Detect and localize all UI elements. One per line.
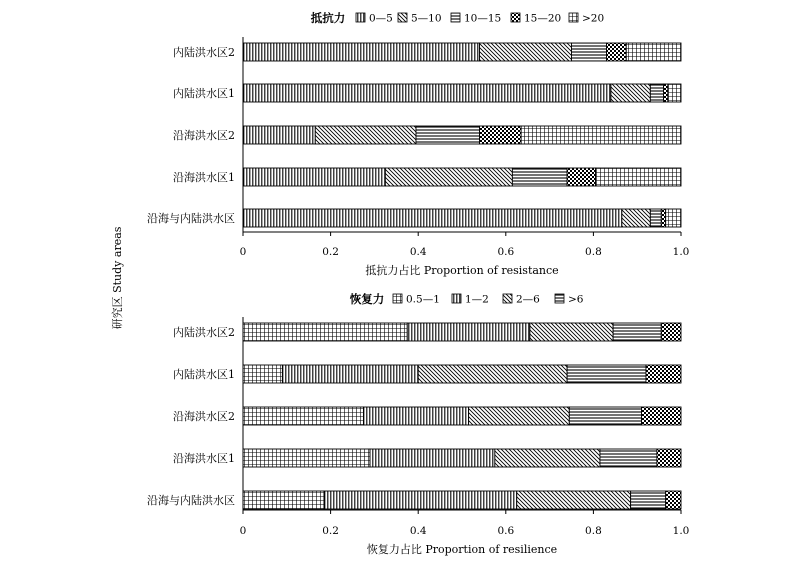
bar-segment — [243, 168, 385, 186]
x-tick-label: 1.0 — [672, 246, 690, 258]
legend-swatch — [393, 294, 402, 303]
bar-segment — [631, 491, 666, 509]
bar-segment — [418, 365, 567, 383]
legend-swatch — [569, 13, 578, 22]
bar-segment — [324, 491, 517, 509]
resilience-panel — [147, 292, 689, 556]
x-tick-label: 0.8 — [585, 525, 602, 537]
bar-segment — [650, 84, 663, 102]
bar-segment — [243, 209, 622, 227]
bar-segment — [596, 168, 681, 186]
bar-segment — [243, 323, 407, 341]
legend-entry: 5—10 — [411, 12, 442, 25]
bar-segment — [666, 491, 681, 509]
bar-segment — [315, 126, 416, 144]
bar-segment — [243, 449, 370, 467]
bar-segment — [567, 365, 646, 383]
bar-segment — [613, 323, 661, 341]
x-tick-label: 0.2 — [322, 246, 339, 258]
bar-segment — [517, 491, 631, 509]
legend-entry: 1—2 — [465, 293, 489, 306]
bar-segment — [657, 449, 681, 467]
x-tick-label: 0.8 — [585, 246, 602, 258]
legend-entry: 10—15 — [464, 12, 502, 25]
bar-segment — [663, 84, 667, 102]
x-axis-label: 恢复力占比 Proportion of resilience — [366, 543, 558, 556]
x-axis-label: 抵抗力占比 Proportion of resistance — [365, 264, 559, 277]
bar-segment — [626, 43, 681, 61]
x-tick-label: 0 — [239, 525, 247, 537]
bar-segment — [646, 365, 681, 383]
bar-segment — [611, 84, 650, 102]
category-label: 沿海洪水区1 — [173, 171, 235, 184]
x-tick-label: 0.4 — [409, 246, 427, 258]
x-tick-label: 1.0 — [672, 525, 690, 537]
legend-entry: 15—20 — [524, 12, 562, 25]
bar-segment — [495, 449, 600, 467]
bar-segment — [650, 209, 661, 227]
category-label: 沿海洪水区1 — [173, 452, 235, 465]
legend-swatch — [503, 294, 512, 303]
bar-segment — [607, 43, 627, 61]
legend-entry: 2—6 — [516, 293, 540, 306]
category-label: 沿海洪水区2 — [173, 410, 235, 423]
bar-segment — [243, 491, 324, 509]
bar-segment — [512, 168, 567, 186]
bar-segment — [243, 407, 363, 425]
x-tick-label: 0.4 — [409, 525, 427, 537]
legend-swatch — [398, 13, 407, 22]
bar-segment — [363, 407, 468, 425]
category-label: 沿海与内陆洪水区 — [147, 494, 235, 507]
bar-segment — [243, 84, 611, 102]
bar-segment — [243, 365, 282, 383]
x-tick-label: 0 — [239, 246, 247, 258]
bar-segment — [666, 209, 681, 227]
category-label: 内陆洪水区2 — [173, 46, 235, 59]
category-label: 内陆洪水区1 — [173, 87, 235, 100]
category-label: 沿海洪水区2 — [173, 129, 235, 142]
bar-segment — [469, 407, 570, 425]
bar-segment — [480, 126, 522, 144]
legend-swatch — [356, 13, 365, 22]
bar-segment — [572, 43, 607, 61]
x-tick-label: 0.6 — [497, 246, 515, 258]
legend-entry: 0—5 — [369, 12, 393, 25]
bar-segment — [530, 323, 613, 341]
bar-segment — [243, 126, 315, 144]
bar-segment — [407, 323, 530, 341]
bar-segment — [416, 126, 480, 144]
y-axis-label: 研究区 Study areas — [111, 226, 124, 330]
legend-swatch — [451, 13, 460, 22]
bar-segment — [480, 43, 572, 61]
category-label: 沿海与内陆洪水区 — [147, 212, 235, 225]
bar-segment — [661, 209, 665, 227]
bar-segment — [569, 407, 641, 425]
bar-segment — [521, 126, 681, 144]
legend-swatch — [452, 294, 461, 303]
bar-segment — [567, 168, 595, 186]
legend-swatch — [555, 294, 564, 303]
legend-title: 抵抗力 — [310, 11, 346, 25]
x-tick-label: 0.2 — [322, 525, 339, 537]
category-label: 内陆洪水区2 — [173, 326, 235, 339]
resistance-panel — [147, 11, 689, 277]
bar-segment — [600, 449, 657, 467]
legend-title: 恢复力 — [349, 292, 385, 306]
bar-segment — [668, 84, 681, 102]
x-tick-label: 0.6 — [497, 525, 515, 537]
bar-segment — [622, 209, 650, 227]
bar-segment — [385, 168, 512, 186]
category-label: 内陆洪水区1 — [173, 368, 235, 381]
bar-segment — [661, 323, 681, 341]
bar-segment — [282, 365, 418, 383]
bar-segment — [370, 449, 495, 467]
legend-entry: >6 — [568, 293, 584, 306]
legend-entry: >20 — [582, 12, 605, 25]
legend-entry: 0.5—1 — [406, 293, 440, 306]
legend-swatch — [511, 13, 520, 22]
bar-segment — [243, 43, 480, 61]
bar-segment — [642, 407, 681, 425]
